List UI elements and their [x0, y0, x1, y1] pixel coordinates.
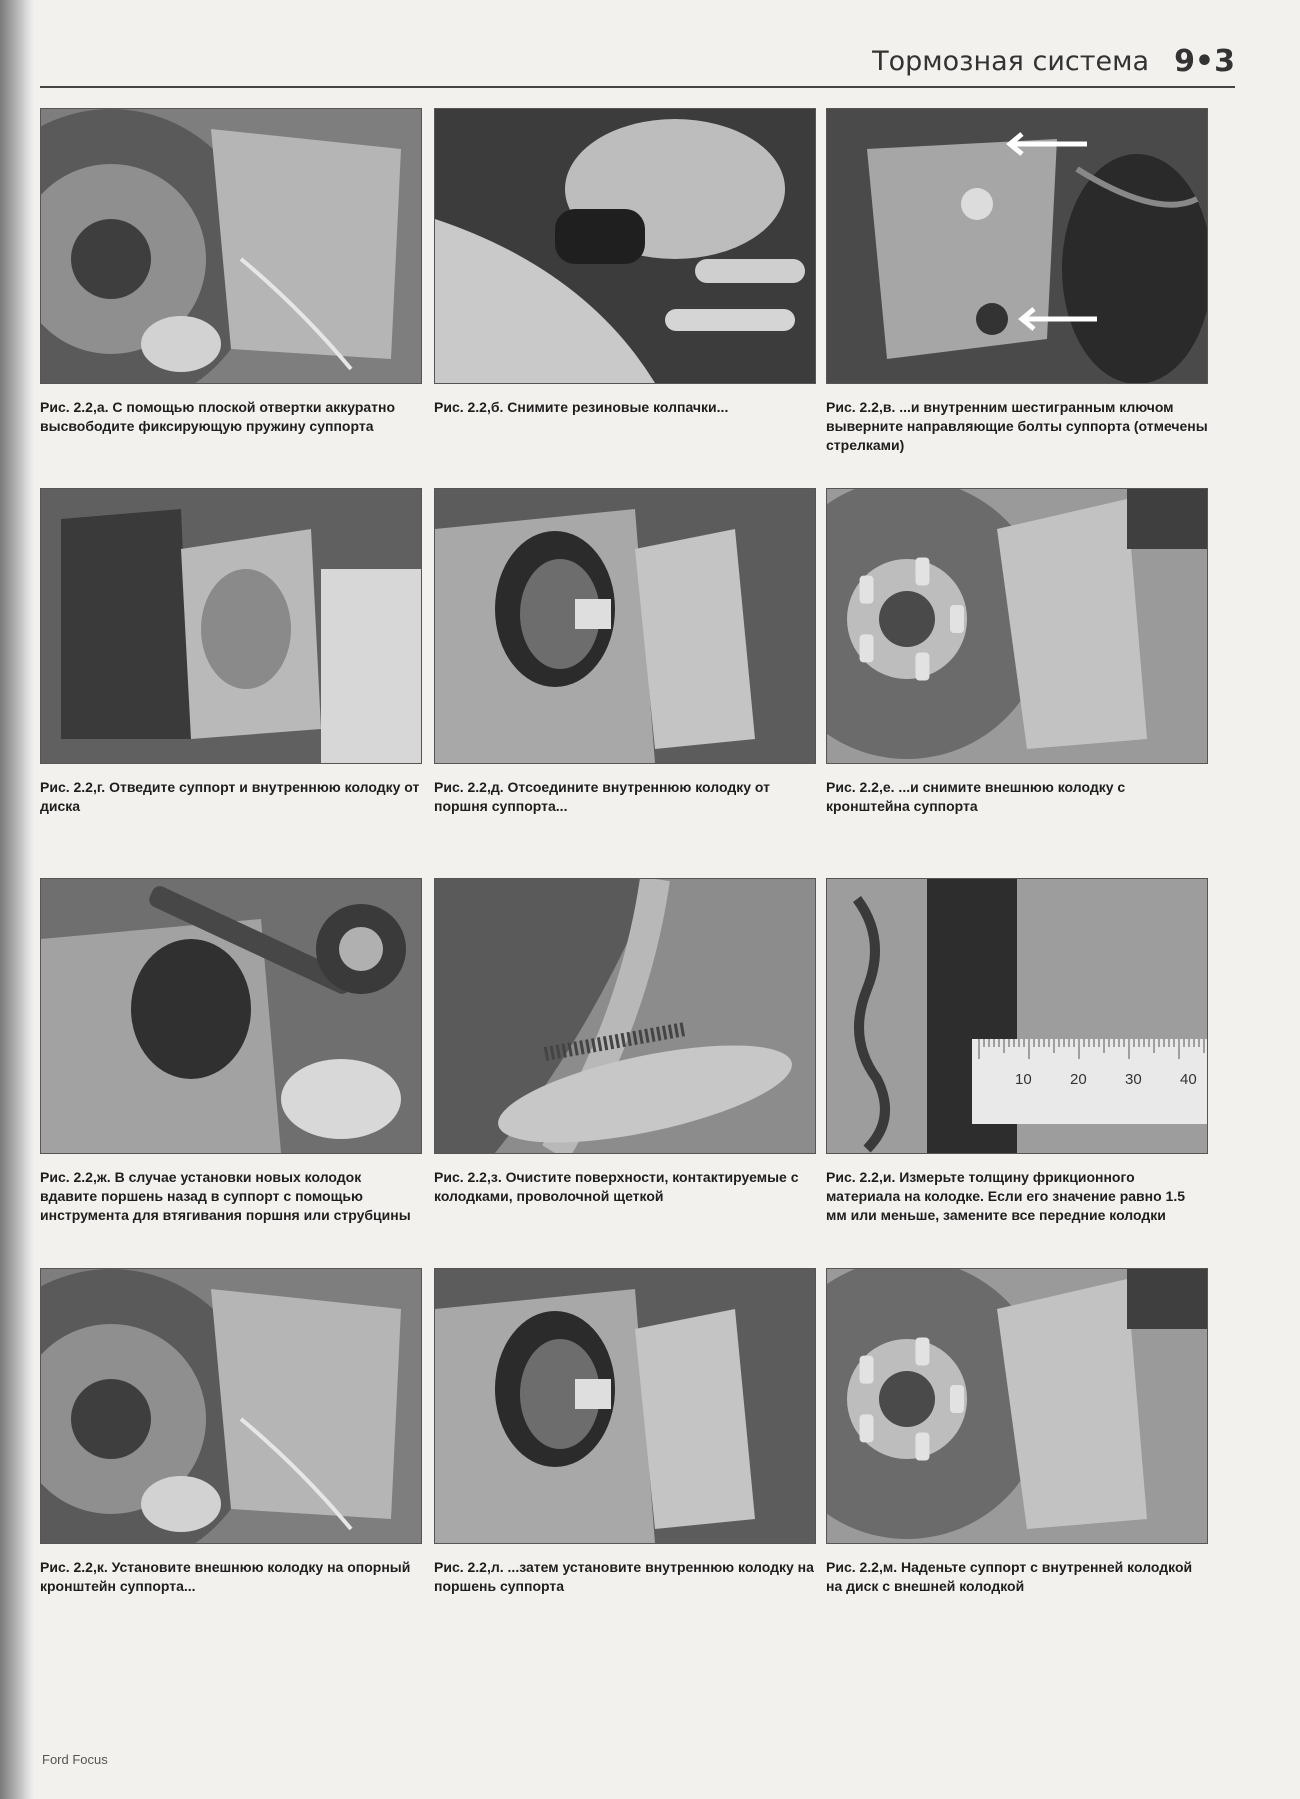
ruler-label: 10	[1015, 1071, 1032, 1088]
figure-photo	[434, 488, 816, 764]
figure-caption: Рис. 2.2,м. Наденьте суппорт с внутренней колодкой на диск с внешней колодкой	[826, 1559, 1193, 1594]
figure-caption: Рис. 2.2,и. Измерьте толщину фрикционного материала на колодке. Если его значение равно 1.5 мм или меньше, замените все передние колодки	[826, 1169, 1186, 1223]
figure-photo	[434, 878, 816, 1154]
photo-illustration	[41, 879, 421, 1153]
photo-illustration	[827, 109, 1207, 383]
page-header	[40, 40, 1235, 88]
page-number: 9•3	[1174, 44, 1235, 79]
photo-illustration	[827, 1269, 1207, 1543]
photo-illustration	[41, 109, 421, 383]
ruler-label: 40	[1180, 1071, 1197, 1088]
figure-photo	[826, 1268, 1208, 1544]
figure-caption: Рис. 2.2,к. Установите внешнюю колодку на опорный кронштейн суппорта...	[40, 1559, 411, 1594]
figure-photo	[434, 108, 816, 384]
photo-illustration	[41, 489, 421, 763]
figure-photo	[826, 488, 1208, 764]
figure-caption: Рис. 2.2,ж. В случае установки новых колодок вдавите поршень назад в суппорт с помощью инструмента для втягивания поршня или струбцины	[40, 1169, 411, 1223]
figure-caption: Рис. 2.2,д. Отсоедините внутреннюю колодку от поршня суппорта...	[434, 779, 770, 814]
figure-photo	[40, 488, 422, 764]
figure-photo	[40, 878, 422, 1154]
figure-photo	[40, 108, 422, 384]
figure-caption: Рис. 2.2,л. ...затем установите внутреннюю колодку на поршень суппорта	[434, 1559, 814, 1594]
ruler-label: 30	[1125, 1071, 1142, 1088]
section-title: Тормозная система	[872, 46, 1149, 77]
figure-photo	[434, 1268, 816, 1544]
figure-caption: Рис. 2.2,е. ...и снимите внешнюю колодку с кронштейна суппорта	[826, 779, 1126, 814]
figure-caption: Рис. 2.2,з. Очистите поверхности, контактируемые с колодками, проволочной щеткой	[434, 1169, 799, 1204]
figure-caption: Рис. 2.2,в. ...и внутренним шестигранным ключом выверните направляющие болты суппорта (отмечены стрелками)	[826, 399, 1208, 453]
photo-illustration	[435, 489, 815, 763]
ruler-label: 20	[1070, 1071, 1087, 1088]
photo-illustration	[435, 879, 815, 1153]
figure-grid	[40, 108, 1240, 1658]
figure-caption: Рис. 2.2,а. С помощью плоской отвертки аккуратно высвободите фиксирующую пружину суппорта	[40, 399, 396, 434]
photo-illustration	[827, 879, 1207, 1153]
figure-photo	[40, 1268, 422, 1544]
figure-photo	[826, 878, 1208, 1154]
photo-illustration	[435, 109, 815, 383]
figure-photo	[826, 108, 1208, 384]
photo-illustration	[41, 1269, 421, 1543]
page-binding-shadow	[0, 0, 34, 1799]
photo-illustration	[827, 489, 1207, 763]
figure-caption: Рис. 2.2,г. Отведите суппорт и внутреннюю колодку от диска	[40, 779, 420, 814]
footer-book-title: Ford Focus	[42, 1752, 108, 1767]
photo-illustration	[435, 1269, 815, 1543]
figure-caption: Рис. 2.2,б. Снимите резиновые колпачки...	[434, 399, 729, 415]
